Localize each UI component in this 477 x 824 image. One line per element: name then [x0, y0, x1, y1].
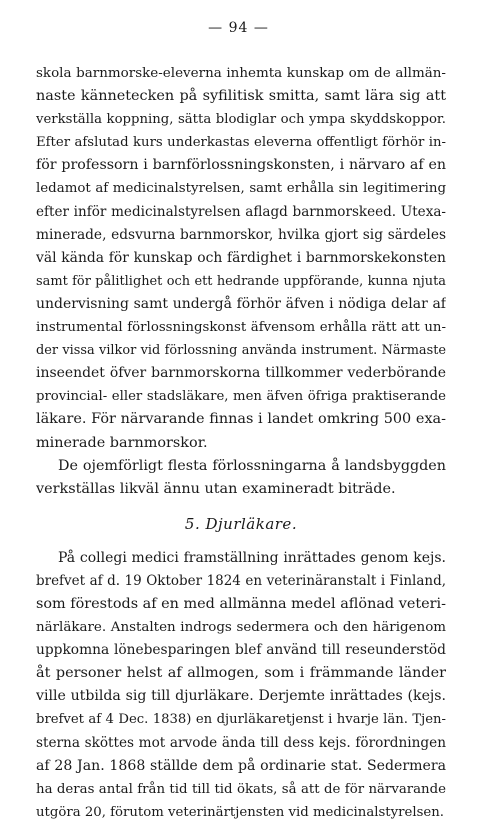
text-line: der vissa vilkor vid förlossning använda instrument. Närmaste [36, 343, 446, 359]
text-line: åt personer helst af allmogen, som i främmande länder [36, 665, 446, 682]
text-line: som förestods af en med allmänna medel aflönad veteri- [36, 595, 446, 612]
text-line: verkställa koppning, sätta blodiglar och ympa skyddskoppor. [36, 112, 446, 128]
page-number: — 94 — [208, 20, 269, 36]
text-line: De ojemförligt flesta förlossningarna å landsbyggden [58, 457, 446, 474]
text-line: Efter afslutad kurs underkastas eleverna offentligt förhör in- [36, 135, 446, 151]
text-line: ville utbilda sig till djurläkare. Derjemte inrättades (kejs. [36, 688, 446, 705]
text-line: ha deras antal från tid till tid ökats, så att de för närvarande [36, 781, 446, 797]
text-line: minerade, edsvurna barnmorskor, hvilka gjort sig särdeles [36, 226, 446, 243]
text-line: läkare. För närvarande finnas i landet omkring 500 exa- [36, 411, 446, 428]
text-line: naste kännetecken på syfilitisk smitta, samt lära sig att [36, 88, 446, 105]
text-line: utgöra 20, förutom veterinärtjensten vid medicinalstyrelsen. [36, 804, 444, 820]
text-line: undervisning samt undergå förhör äfven i nödiga delar af [36, 295, 446, 312]
text-line: inseendet öfver barnmorskorna tillkommer vederbörande [36, 365, 446, 382]
text-line: minerade barnmorskor. [36, 434, 208, 451]
text-line: samt för pålitlighet och ett hedrande uppförande, kunna njuta [36, 273, 446, 289]
text-line: skola barnmorske-eleverna inhemta kunskap om de allmän- [36, 65, 446, 81]
text-line: af 28 Jan. 1868 ställde dem på ordinarie stat. Sedermera [36, 757, 446, 774]
text-line: närläkare. Anstalten indrogs sedermera och den härigenom [36, 620, 446, 636]
text-line: På collegi medici framställning inrättades genom kejs. [58, 549, 446, 566]
text-line: sterna sköttes mot arvode ända till dess kejs. förordningen [36, 734, 446, 751]
text-line: väl kända för kunskap och färdighet i barnmorskekonsten [36, 249, 446, 266]
paragraph-djurlakare [36, 547, 446, 824]
section-heading: 5. Djurläkare. [184, 514, 298, 533]
text-line: provincial- eller stadsläkare, men äfven öfriga praktiserande [36, 389, 446, 405]
text-line: efter inför medicinalstyrelsen aflagd barnmorskeed. Utexa- [36, 203, 446, 220]
paragraph-landsbyggden [36, 455, 446, 501]
text-line: brefvet af d. 19 Oktober 1824 en veterinäranstalt i Finland, [36, 572, 446, 589]
text-line: instrumental förlossningskonst äfvensom erhålla rätt att un- [36, 320, 446, 336]
text-line: ledamot af medicinalstyrelsen, samt erhålla sin legitimering [36, 181, 446, 197]
text-line: för professorn i barnförlossningskonsten, i närvaro af en [36, 157, 446, 174]
text-line: verkställas likväl ännu utan examineradt biträde. [36, 480, 396, 497]
text-line: brefvet af 4 Dec. 1838) en djurläkaretjenst i hvarje län. Tjen- [36, 712, 446, 728]
body-text [36, 62, 446, 824]
text-line: uppkomna lönebesparingen blef använd till reseunderstöd [36, 642, 446, 659]
paragraph-barnmorskor [36, 62, 446, 455]
